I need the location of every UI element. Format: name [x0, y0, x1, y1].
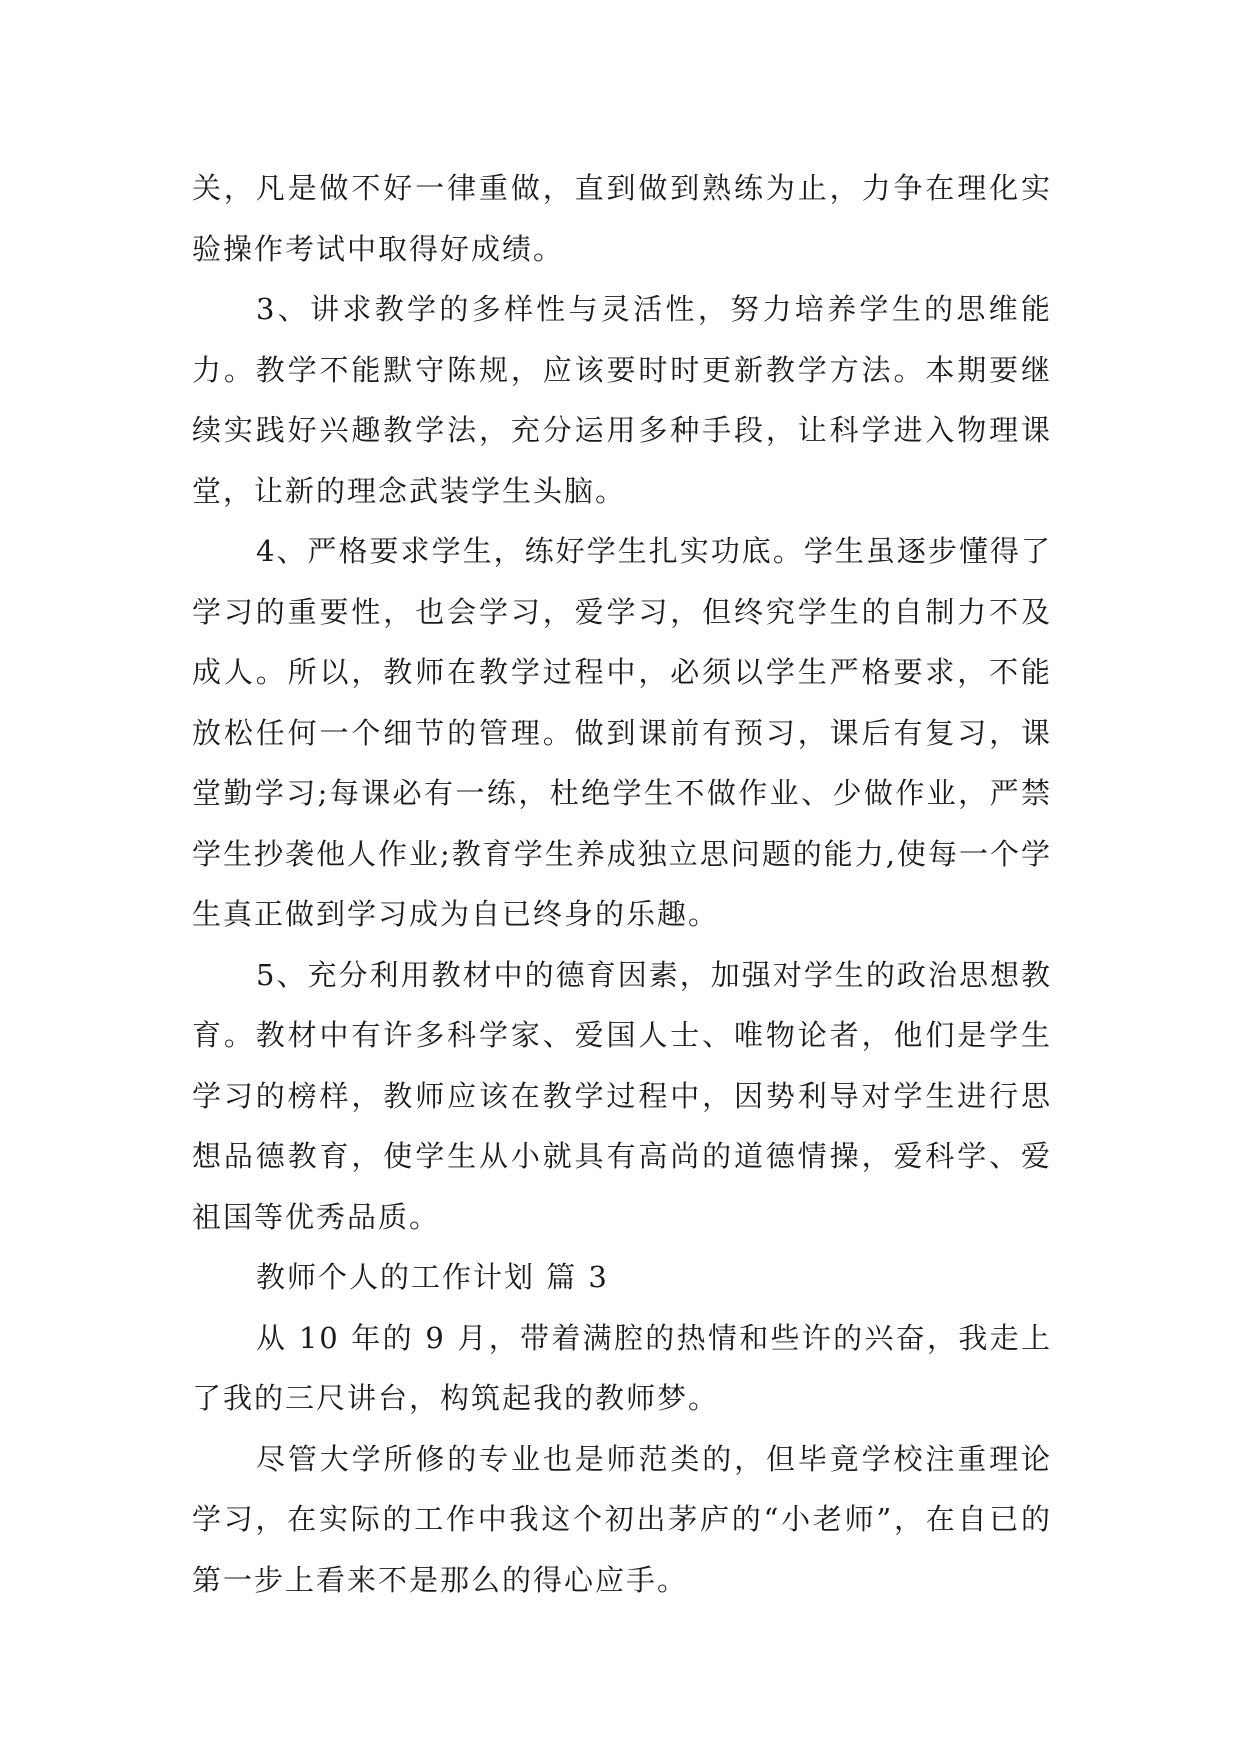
document-body [192, 158, 1052, 1610]
paragraph-intro: 从 10 年的 9 月，带着满腔的热情和些许的兴奋，我走上了我的三尺讲台，构筑起我的教师梦。 [192, 1320, 1052, 1415]
paragraph-item-4: 4、严格要求学生，练好学生扎实功底。学生虽逐步懂得了学习的重要性，也会学习，爱学习，但终究学生的自制力不及成人。所以，教师在教学过程中，必须以学生严格要求，不能放松任何一个细节的管理。做到课前有预习，课后有复习，课堂勤学习;每课必有一练，杜绝学生不做作业、少做作业，严禁学生抄袭他人作业;教育学生养成独立思问题的能力,使每一个学生真正做到学习成为自已终身的乐趣。 [192, 534, 1052, 931]
section-heading: 教师个人的工作计划 篇 3 [256, 1260, 609, 1294]
paragraph-continuation: 关，凡是做不好一律重做，直到做到熟练为止，力争在理化实验操作考试中取得好成绩。 [192, 171, 1052, 266]
paragraph-item-5: 5、充分利用教材中的德育因素，加强对学生的政治思想教育。教材中有许多科学家、爱国人士、唯物论者，他们是学生学习的榜样，教师应该在教学过程中，因势利导对学生进行思想品德教育，使学生从小就具有高尚的道德情操，爱科学、爱祖国等优秀品质。 [192, 957, 1052, 1234]
paragraph-reflection: 尽管大学所修的专业也是师范类的，但毕竟学校注重理论学习，在实际的工作中我这个初出茅庐的“小老师”，在自已的第一步上看来不是那么的得心应手。 [192, 1441, 1052, 1597]
paragraph-item-3: 3、讲求教学的多样性与灵活性，努力培养学生的思维能力。教学不能默守陈规，应该要时时更新教学方法。本期要继续实践好兴趣教学法，充分运用多种手段，让科学进入物理课堂，让新的理念武装学生头脑。 [192, 292, 1052, 508]
